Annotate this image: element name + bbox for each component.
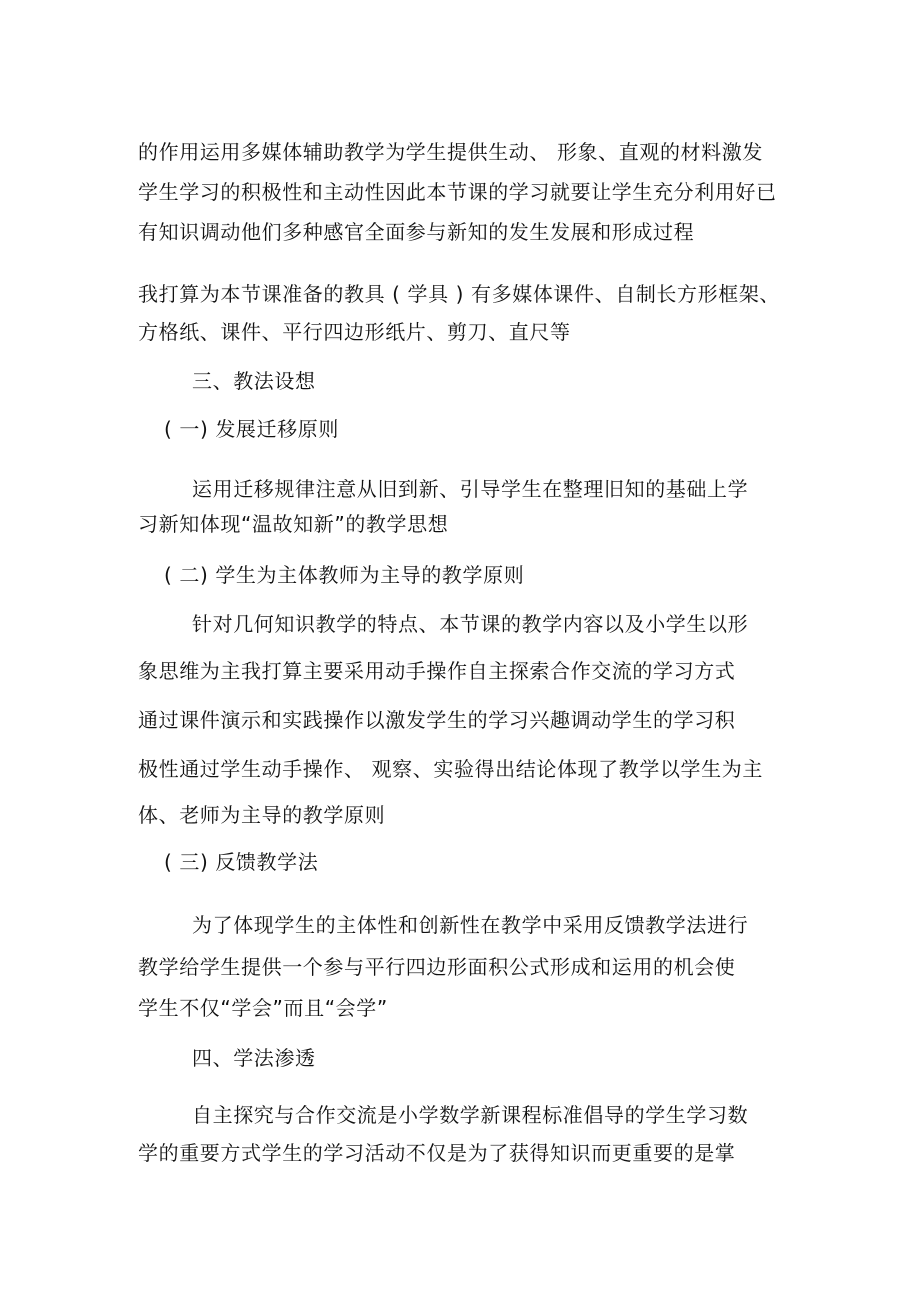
- paragraph-line: 针对几何知识教学的特点、本节课的教学内容以及小学生以形: [192, 612, 749, 636]
- subsection-heading: ( 三) 反馈教学法: [164, 850, 319, 874]
- paragraph-line: 我打算为本节课准备的教具 ( 学具 ) 有多媒体课件、自制长方形框架、: [138, 282, 781, 306]
- paragraph-line: 通过课件演示和实践操作以激发学生的学习兴趣调动学生的学习积: [138, 708, 736, 732]
- paragraph-line: 运用迁移规律注意从旧到新、引导学生在整理旧知的基础上学: [192, 477, 749, 501]
- paragraph-line: 为了体现学生的主体性和创新性在教学中采用反馈教学法进行: [192, 913, 749, 937]
- paragraph-line: 自主探究与合作交流是小学数学新课程标准倡导的学生学习数: [192, 1103, 749, 1127]
- paragraph-line: 学生不仅“学会”而且“会学”: [138, 996, 388, 1020]
- section-heading: 三、教法设想: [192, 369, 316, 393]
- paragraph-line: 极性通过学生动手操作、 观察、实验得出结论体现了教学以学生为主: [138, 757, 763, 781]
- paragraph-line: 体、老师为主导的教学原则: [138, 803, 386, 827]
- subsection-heading: ( 二) 学生为主体教师为主导的教学原则: [164, 563, 525, 587]
- section-heading: 四、学法渗透: [192, 1046, 316, 1070]
- subsection-heading: ( 一) 发展迁移原则: [164, 417, 339, 441]
- paragraph-line: 的作用运用多媒体辅助教学为学生提供生动、 形象、直观的材料激发: [138, 140, 763, 164]
- paragraph-line: 象思维为主我打算主要采用动手操作自主探索合作交流的学习方式: [138, 659, 736, 683]
- paragraph-line: 有知识调动他们多种感官全面参与新知的发生发展和形成过程: [138, 220, 695, 244]
- paragraph-line: 学生学习的积极性和主动性因此本节课的学习就要让学生充分利用好已: [138, 180, 777, 204]
- paragraph-line: 习新知体现“温故知新”的教学思想: [138, 512, 449, 536]
- paragraph-line: 方格纸、课件、平行四边形纸片、剪刀、直尺等: [138, 320, 571, 344]
- paragraph-line: 教学给学生提供一个参与平行四边形面积公式形成和运用的机会使: [138, 955, 736, 979]
- paragraph-line: 学的重要方式学生的学习活动不仅是为了获得知识而更重要的是掌: [138, 1141, 736, 1165]
